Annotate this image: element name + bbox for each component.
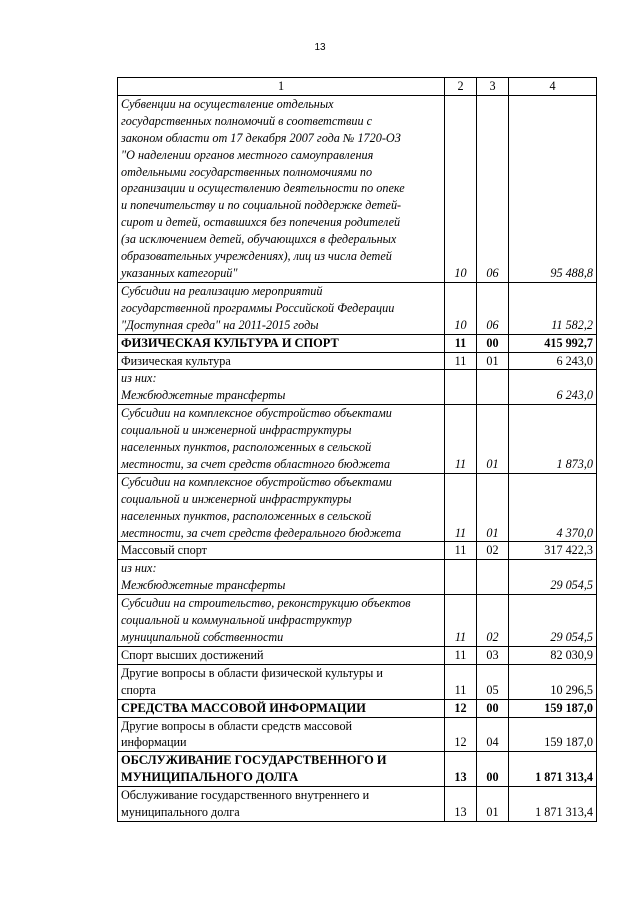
row-name-line: социальной и инженерной инфраструктуры — [121, 423, 352, 438]
row-name-line: из них: — [121, 561, 157, 576]
row-amount-cell: 82 030,9 — [509, 646, 597, 664]
table-row — [118, 370, 597, 405]
row-amount-cell: 6 243,0 — [509, 370, 597, 405]
row-amount-cell: 10 296,5 — [509, 664, 597, 699]
row-name-line: государственных полномочий в соответствии с — [121, 113, 373, 128]
row-amount-cell: 1 873,0 — [509, 405, 597, 474]
row-name-cell — [118, 752, 445, 787]
row-name-cell — [118, 664, 445, 699]
row-amount-cell: 11 582,2 — [509, 282, 597, 334]
row-section-cell: 12 — [445, 717, 477, 752]
row-name-line: Другие вопросы в области физической культуры и — [121, 665, 383, 680]
row-name-cell — [118, 560, 445, 595]
row-name-line: населенных пунктов, расположенных в сельской — [121, 440, 372, 455]
row-section-cell: 11 — [445, 473, 477, 542]
row-subsection-cell — [477, 560, 509, 595]
row-amount-cell: 95 488,8 — [509, 95, 597, 282]
row-name-line: Обслуживание государственного внутреннего и — [121, 788, 370, 803]
header-cell-amount: 4 — [509, 78, 597, 96]
row-name-line: муниципального долга — [121, 805, 240, 820]
row-subsection-cell: 00 — [477, 752, 509, 787]
row-section-cell: 11 — [445, 542, 477, 560]
row-amount-cell: 159 187,0 — [509, 717, 597, 752]
row-section-cell — [445, 370, 477, 405]
row-name-line: государственной программы Российской Федерации — [121, 300, 395, 315]
row-name-line: образовательных учреждениях), лиц из числа детей — [121, 249, 392, 264]
row-name-cell — [118, 542, 445, 560]
budget-table — [117, 77, 597, 822]
row-name-line: Межбюджетные трансферты — [121, 388, 286, 403]
row-name-line: "Доступная среда" на 2011-2015 годы — [121, 317, 319, 332]
row-name-line: спорта — [121, 682, 156, 697]
header-cell-name: 1 — [118, 78, 445, 96]
row-name-line: (за исключением детей, обучающихся в федеральных — [121, 232, 397, 247]
row-name-line: отдельными государственных полномочиями по — [121, 164, 373, 179]
row-name-line: информации — [121, 735, 187, 750]
row-section-cell: 11 — [445, 595, 477, 647]
row-amount-cell: 6 243,0 — [509, 352, 597, 370]
row-name-line: СРЕДСТВА МАССОВОЙ ИНФОРМАЦИИ — [121, 700, 366, 715]
page-number: 13 — [314, 42, 326, 53]
row-name-cell — [118, 699, 445, 717]
row-section-cell: 11 — [445, 405, 477, 474]
row-name-line: Субсидии на строительство, реконструкцию объектов — [121, 596, 411, 611]
row-subsection-cell — [477, 370, 509, 405]
row-name-line: Спорт высших достижений — [121, 647, 264, 662]
row-amount-cell: 415 992,7 — [509, 334, 597, 352]
row-name-cell — [118, 717, 445, 752]
table-row — [118, 717, 597, 752]
row-name-cell — [118, 595, 445, 647]
table-row — [118, 95, 597, 282]
row-name-line: социальной и коммунальной инфраструктур — [121, 613, 352, 628]
table-row — [118, 752, 597, 787]
table-row — [118, 664, 597, 699]
row-name-line: законом области от 17 декабря 2007 года № 1720-ОЗ — [121, 130, 401, 145]
row-name-cell — [118, 95, 445, 282]
row-subsection-cell: 06 — [477, 95, 509, 282]
row-subsection-cell: 00 — [477, 699, 509, 717]
row-name-line: ФИЗИЧЕСКАЯ КУЛЬТУРА И СПОРТ — [121, 335, 339, 350]
row-name-line: Физическая культура — [121, 353, 231, 368]
row-subsection-cell: 01 — [477, 787, 509, 822]
row-name-line: организации и осуществлению деятельности по опеке — [121, 181, 405, 196]
row-name-line: сирот и детей, оставшихся без попечения родителей — [121, 215, 401, 230]
row-subsection-cell: 03 — [477, 646, 509, 664]
row-amount-cell: 29 054,5 — [509, 595, 597, 647]
row-subsection-cell: 01 — [477, 473, 509, 542]
row-name-line: Субсидии на комплексное обустройство объектами — [121, 474, 392, 489]
row-name-line: Субвенции на осуществление отдельных — [121, 96, 334, 111]
row-name-line: ОБСЛУЖИВАНИЕ ГОСУДАРСТВЕННОГО И — [121, 753, 387, 768]
row-section-cell: 13 — [445, 752, 477, 787]
table-row — [118, 405, 597, 474]
row-name-line: местности, за счет средств федерального бюджета — [121, 525, 402, 540]
row-section-cell: 11 — [445, 646, 477, 664]
table-row — [118, 787, 597, 822]
row-subsection-cell: 02 — [477, 542, 509, 560]
row-section-cell: 12 — [445, 699, 477, 717]
row-name-line: Субсидии на реализацию мероприятий — [121, 283, 323, 298]
row-name-line: местности, за счет средств областного бюджета — [121, 456, 391, 471]
row-subsection-cell: 01 — [477, 405, 509, 474]
row-name-cell — [118, 282, 445, 334]
table-row — [118, 473, 597, 542]
row-name-line: муниципальной собственности — [121, 630, 284, 644]
row-name-line: из них: — [121, 371, 157, 386]
row-subsection-cell: 05 — [477, 664, 509, 699]
row-name-cell — [118, 405, 445, 474]
header-cell-section: 2 — [445, 78, 477, 96]
row-name-line: населенных пунктов, расположенных в сельской — [121, 508, 372, 523]
row-subsection-cell: 04 — [477, 717, 509, 752]
row-name-line: Субсидии на комплексное обустройство объектами — [121, 406, 392, 421]
row-amount-cell: 1 871 313,4 — [509, 752, 597, 787]
row-section-cell: 10 — [445, 95, 477, 282]
table-row — [118, 595, 597, 647]
row-name-cell — [118, 370, 445, 405]
row-section-cell: 11 — [445, 334, 477, 352]
table-row — [118, 282, 597, 334]
row-name-line: "О наделении органов местного самоуправления — [121, 147, 374, 162]
header-cell-subsection: 3 — [477, 78, 509, 96]
row-name-cell — [118, 352, 445, 370]
row-name-line: социальной и инженерной инфраструктуры — [121, 491, 352, 506]
row-amount-cell: 317 422,3 — [509, 542, 597, 560]
row-section-cell: 11 — [445, 352, 477, 370]
row-name-line: указанных категорий" — [121, 265, 238, 280]
row-name-cell — [118, 646, 445, 664]
row-section-cell: 11 — [445, 664, 477, 699]
row-subsection-cell: 02 — [477, 595, 509, 647]
row-section-cell — [445, 560, 477, 595]
table-header-row — [118, 78, 597, 96]
row-amount-cell: 29 054,5 — [509, 560, 597, 595]
row-name-line: Межбюджетные трансферты — [121, 578, 286, 593]
row-name-line: Другие вопросы в области средств массовой — [121, 718, 353, 733]
table-row — [118, 560, 597, 595]
row-subsection-cell: 00 — [477, 334, 509, 352]
row-section-cell: 13 — [445, 787, 477, 822]
row-name-line: и попечительству и по социальной поддержке детей- — [121, 198, 402, 213]
table-row — [118, 699, 597, 717]
budget-table-body — [118, 78, 597, 822]
table-row — [118, 334, 597, 352]
row-name-cell — [118, 334, 445, 352]
row-subsection-cell: 01 — [477, 352, 509, 370]
row-subsection-cell: 06 — [477, 282, 509, 334]
table-row — [118, 352, 597, 370]
row-name-line: МУНИЦИПАЛЬНОГО ДОЛГА — [121, 770, 299, 785]
table-row — [118, 542, 597, 560]
table-row — [118, 646, 597, 664]
row-name-cell — [118, 787, 445, 822]
row-name-line: Массовый спорт — [121, 543, 207, 558]
row-amount-cell: 4 370,0 — [509, 473, 597, 542]
row-amount-cell: 1 871 313,4 — [509, 787, 597, 822]
row-name-cell — [118, 473, 445, 542]
row-amount-cell: 159 187,0 — [509, 699, 597, 717]
row-section-cell: 10 — [445, 282, 477, 334]
